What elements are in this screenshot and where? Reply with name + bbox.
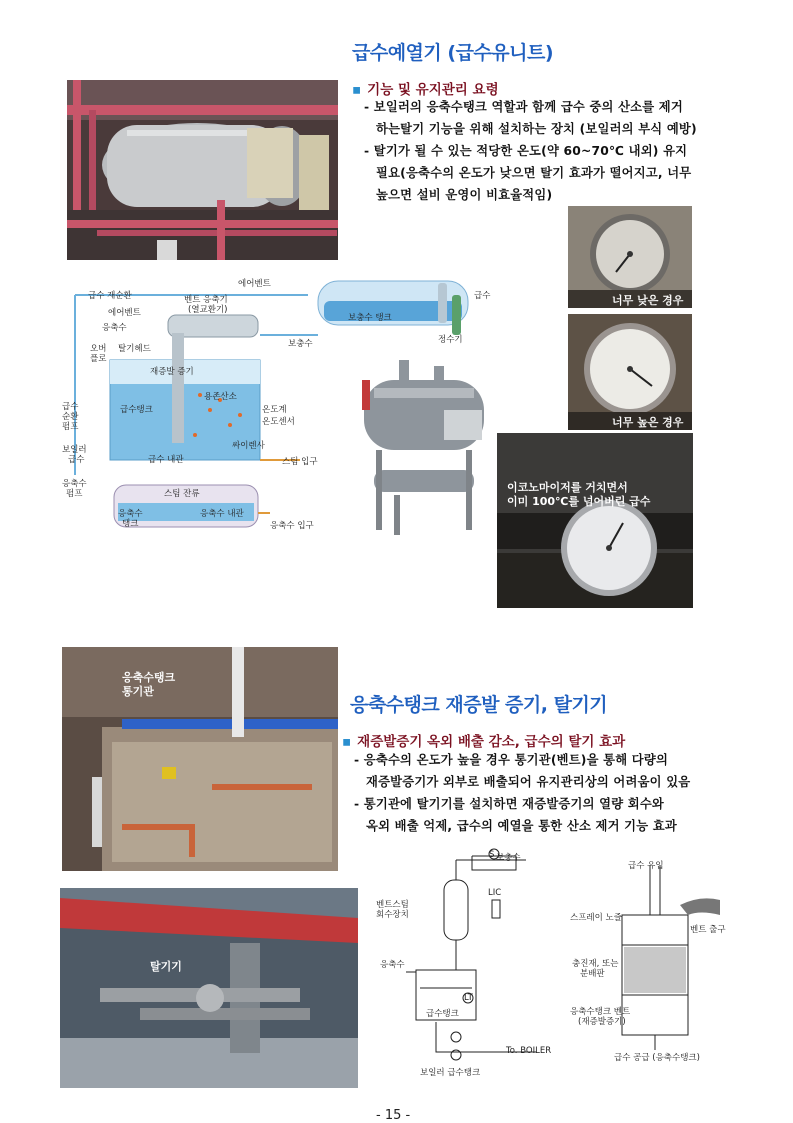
label-cond-tank-1: 응축수 [118, 509, 143, 519]
deaerator-install-photo [60, 888, 358, 1088]
label-boiler-feed-tank: 보일러 급수탱크 [420, 1068, 481, 1078]
label-feed-inner: 급수 내관 [148, 455, 184, 465]
label-overflow-1: 오버 [90, 344, 107, 354]
label-makeup-tank: 보충수 탱크 [348, 313, 392, 323]
gauge-hot-photo [497, 433, 693, 608]
label-feed-supply: 급수 공급 (응축수탱크) [614, 1053, 700, 1063]
label-makeup-water: 보충수 [288, 339, 313, 349]
section2-subhead-text: 재증발증기 옥외 배출 감소, 급수의 탈기 효과 [357, 734, 626, 750]
label-cond-pump-1: 응축수 [62, 479, 87, 489]
section2-line: - 응축수의 온도가 높을 경우 통기관(벤트)을 통해 다량의 [354, 753, 669, 767]
deaerator-detail-diagram [570, 855, 750, 1065]
label-feed-tank: 급수탱크 [120, 405, 153, 415]
photo-label-condensate-tank: 응축수탱크 [122, 671, 176, 684]
bullet-square-icon: ▪ [342, 734, 352, 750]
section1-line: - 탈기가 될 수 있는 적당한 온도(약 60~70℃ 내외) 유지 [364, 144, 688, 158]
label-recirc-pump-3: 펌프 [62, 422, 79, 432]
section1-subhead [352, 78, 499, 98]
label-cond-pump-2: 펌프 [66, 489, 83, 499]
label-tank-vent-2: (재증발증기) [578, 1017, 626, 1027]
label-feed-inlet: 급수 유입 [628, 861, 664, 871]
label-makeup: 보충수 [496, 853, 521, 863]
label-boiler-feed-1: 보일러 [62, 445, 87, 455]
label-flash-steam: 재증발 증기 [150, 367, 194, 377]
gauge-high-photo [568, 314, 692, 430]
bullet-square-icon: ▪ [352, 82, 362, 98]
label-packing-2: 분배판 [580, 969, 605, 979]
label-temp-sensor: 온도센서 [262, 417, 295, 427]
label-water-softener: 정수기 [438, 335, 463, 345]
section1-line: 필요(응축수의 온도가 낮으면 탈기 효과가 떨어지고, 너무 [376, 166, 692, 180]
label-condensate: 응축수 [102, 323, 127, 333]
section1-subhead-text: 기능 및 유지관리 요령 [367, 82, 499, 98]
label-dissolved-oxygen: 용존산소 [204, 392, 237, 402]
label-overflow-2: 플로 [90, 354, 107, 364]
label-packing-1: 충진재, 또는 [572, 959, 619, 969]
section1-title: 급수예열기 (급수유니트) [352, 42, 554, 64]
section2-subhead [342, 730, 625, 750]
label-air-vent: 에어벤트 [108, 308, 141, 318]
section2-line: 재증발증기가 외부로 배출되어 유지관리상의 어려움이 있음 [366, 775, 691, 789]
label-cond-inner: 응축수 내관 [200, 509, 244, 519]
label-cond-tank-2: 탱크 [122, 519, 139, 529]
gauge-hot-caption-1: 이코노마이저를 거치면서 [507, 481, 628, 494]
label-air-vent-top: 에어벤트 [238, 279, 271, 289]
gauge-low-caption: 너무 낮은 경우 [612, 294, 684, 307]
photo-label-vent-pipe: 통기관 [122, 685, 154, 698]
gauge-high-caption: 너무 높은 경우 [612, 416, 684, 429]
section1-line: 높으면 설비 운영이 비효율적임) [376, 188, 553, 202]
label-to-boiler: To. BOILER [506, 1046, 552, 1056]
label-feed-in: 급수 [474, 291, 491, 301]
label-sparger: 싸이렌사 [232, 441, 265, 451]
label-condensate: 응축수 [380, 960, 405, 970]
label-s: S [489, 850, 495, 860]
section1-line: - 보일러의 응축수탱크 역할과 함께 급수 중의 산소를 제거 [364, 100, 683, 114]
section1-line: 하는탈기 기능을 위해 설치하는 장치 (보일러의 부식 예방) [376, 122, 697, 136]
label-vent-condenser: 벤트 응축기 [184, 295, 228, 305]
label-heat-exchanger: (열교환기) [188, 305, 228, 315]
label-tank-vent-1: 응축수탱크 벤트 [570, 1007, 631, 1017]
condensate-tank-photo [62, 647, 338, 871]
label-vent-outlet: 벤트 출구 [690, 925, 726, 935]
label-deaerator-head: 탈기헤드 [118, 344, 151, 354]
deaerator-flow-diagram [60, 275, 505, 545]
label-vent-recovery-1: 벤트스팀 [376, 900, 409, 910]
section2-line: - 통기관에 탈기기를 설치하면 재증발증기의 열량 회수와 [354, 797, 665, 811]
label-boiler-feed-2: 급수 [68, 455, 85, 465]
label-lic: LIC [488, 888, 502, 898]
label-recirc-pump-1: 급수 [62, 402, 79, 412]
label-cond-inlet: 응축수 입구 [270, 521, 314, 531]
label-vent-recovery-2: 회수장치 [376, 910, 409, 920]
label-steam-residual: 스팀 잔류 [164, 489, 200, 499]
label-spray-nozzle: 스프레이 노즐 [570, 913, 622, 923]
section2-line: 옥외 배출 억제, 급수의 예열을 통한 산소 제거 기능 효과 [366, 819, 677, 833]
photo-label-deaerator: 탈기기 [150, 960, 182, 973]
label-feed-tank: 급수탱크 [426, 1009, 459, 1019]
boiler-unit-photo [67, 80, 338, 260]
label-thermometer: 온도계 [262, 405, 287, 415]
vent-recovery-schematic [376, 840, 576, 1080]
label-lt: LT [464, 993, 473, 1003]
label-recirc-pump-2: 순환 [62, 412, 79, 422]
section2-title: 응축수탱크 재증발 증기, 탈기기 [350, 694, 608, 716]
gauge-low-photo [568, 206, 692, 308]
label-feed-recirc: 급수 재순환 [88, 291, 132, 301]
page-number: - 15 - [376, 1108, 411, 1123]
label-steam-inlet: 스팀 입구 [282, 457, 318, 467]
gauge-hot-caption-2: 이미 100℃를 넘어버린 급수 [507, 495, 651, 508]
